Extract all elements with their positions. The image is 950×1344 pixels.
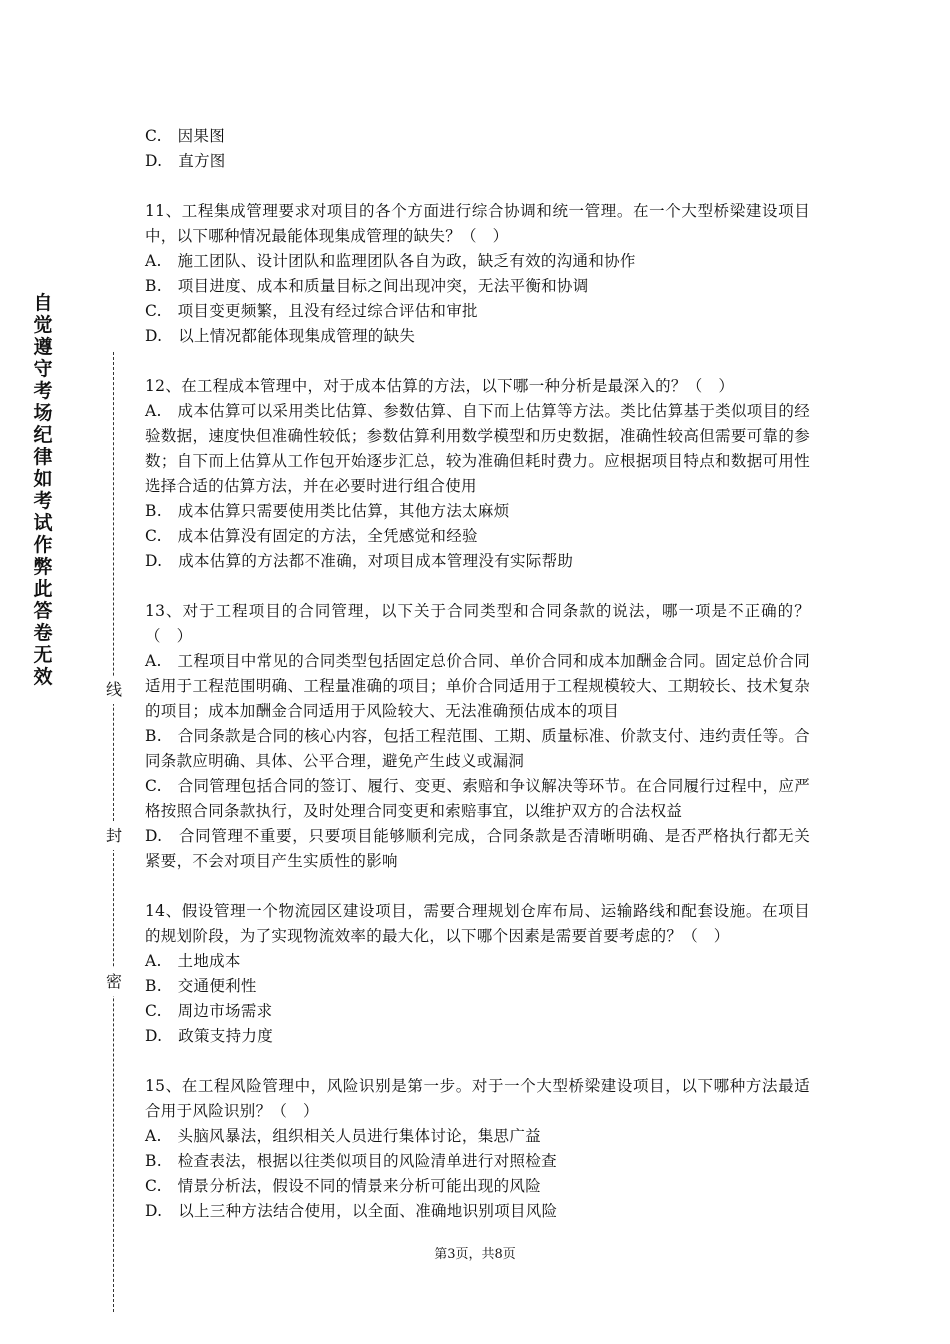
question-11 xyxy=(145,199,810,349)
option: D. 直方图 xyxy=(145,152,226,170)
binding-label-line: 线 xyxy=(104,676,124,704)
exam-content xyxy=(145,124,810,1224)
option: D. 以上三种方法结合使用，以全面、准确地识别项目风险 xyxy=(145,1202,558,1220)
binding-label-seal: 封 xyxy=(104,822,124,850)
option: D. 政策支持力度 xyxy=(145,1027,274,1045)
option: B. 检查表法，根据以往类似项目的风险清单进行对照检查 xyxy=(145,1152,557,1170)
option: C. 合同管理包括合同的签订、履行、变更、索赔和争议解决等环节。在合同履行过程中，应严格按照合同条款执行，及时处理合同变更和索赔事宜，以维护双方的合法权益 xyxy=(145,777,810,820)
option: C. 情景分析法，假设不同的情景来分析可能出现的风险 xyxy=(145,1177,542,1195)
binding-label-secret: 密 xyxy=(104,968,124,996)
question-stem: 12、在工程成本管理中，对于成本估算的方法，以下哪一种分析是最深入的？（ ） xyxy=(145,377,735,395)
continued-options xyxy=(145,124,810,174)
binding-notice: 自觉遵守考场纪律如考试作弊此答卷无效 xyxy=(33,292,53,688)
question-14 xyxy=(145,899,810,1049)
option: A. 土地成本 xyxy=(145,952,241,970)
question-stem: 15、在工程风险管理中，风险识别是第一步。对于一个大型桥梁建设项目，以下哪种方法最适合用于风险识别？（ ） xyxy=(145,1077,810,1120)
option: B. 交通便利性 xyxy=(145,977,257,995)
option: D. 以上情况都能体现集成管理的缺失 xyxy=(145,327,416,345)
option: A. 头脑风暴法，组织相关人员进行集体讨论，集思广益 xyxy=(145,1127,541,1145)
question-15 xyxy=(145,1074,810,1224)
option: B. 成本估算只需要使用类比估算，其他方法太麻烦 xyxy=(145,502,510,520)
option: A. 工程项目中常见的合同类型包括固定总价合同、单价合同和成本加酬金合同。固定总价合同适用于工程范围明确、工程量准确的项目；单价合同适用于工程规模较大、工期较长、技术复杂的项目；成本加酬金合同适用于风险较大、无法准确预估成本的项目 xyxy=(145,652,810,720)
option: A. 成本估算可以采用类比估算、参数估算、自下而上估算等方法。类比估算基于类似项目的经验数据，速度快但准确性较低；参数估算利用数学模型和历史数据，准确性较高但需要可靠的参数；自下而上估算从工作包开始逐步汇总，较为准确但耗时费力。应根据项目特点和数据可用性选择合适的估算方法，并在必要时进行组合使用 xyxy=(145,402,810,495)
question-12 xyxy=(145,374,810,574)
option: C. 项目变更频繁，且没有经过综合评估和审批 xyxy=(145,302,478,320)
option: B. 合同条款是合同的核心内容，包括工程范围、工期、质量标准、价款支付、违约责任等。合同条款应明确、具体、公平合理，避免产生歧义或漏洞 xyxy=(145,727,810,770)
page-footer: 第3页，共8页 xyxy=(434,1247,516,1262)
option: D. 合同管理不重要，只要项目能够顺利完成，合同条款是否清晰明确、是否严格执行都无关紧要，不会对项目产生实质性的影响 xyxy=(145,827,810,870)
option: D. 成本估算的方法都不准确，对项目成本管理没有实际帮助 xyxy=(145,552,574,570)
option: C. 成本估算没有固定的方法，全凭感觉和经验 xyxy=(145,527,478,545)
option: B. 项目进度、成本和质量目标之间出现冲突，无法平衡和协调 xyxy=(145,277,589,295)
question-13 xyxy=(145,599,810,874)
option: A. 施工团队、设计团队和监理团队各自为政，缺乏有效的沟通和协作 xyxy=(145,252,636,270)
question-stem: 13、对于工程项目的合同管理，以下关于合同类型和合同条款的说法，哪一项是不正确的？（ ） xyxy=(145,602,810,645)
question-stem: 14、假设管理一个物流园区建设项目，需要合理规划仓库布局、运输路线和配套设施。在项目的规划阶段，为了实现物流效率的最大化，以下哪个因素是需要首要考虑的？（ ） xyxy=(145,902,810,945)
question-stem: 11、工程集成管理要求对项目的各个方面进行综合协调和统一管理。在一个大型桥梁建设项目中，以下哪种情况最能体现集成管理的缺失？（ ） xyxy=(145,202,810,245)
option: C. 因果图 xyxy=(145,127,226,145)
option: C. 周边市场需求 xyxy=(145,1002,273,1020)
